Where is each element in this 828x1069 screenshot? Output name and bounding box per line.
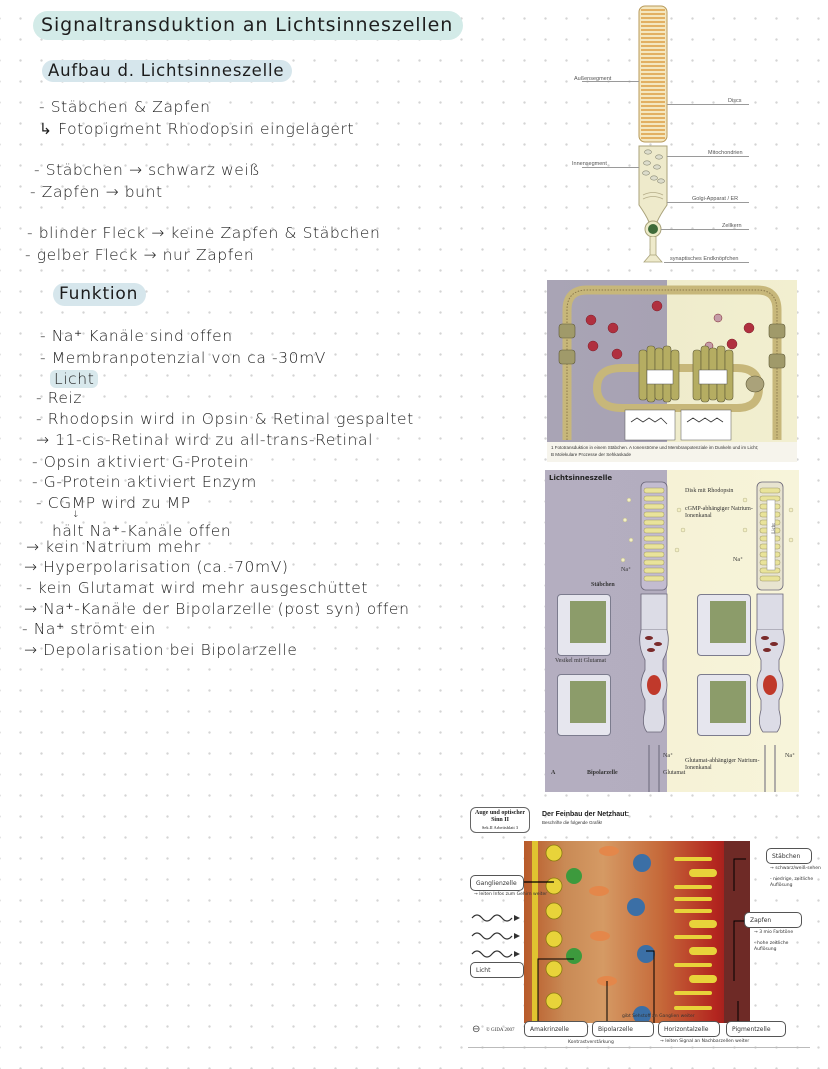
worksheet-subtitle: Beschrifte die folgende Grafik! xyxy=(542,820,603,825)
label-inner-segment: Innensegment xyxy=(572,161,607,167)
note-line: - Membranpotenzial von ca -30mV xyxy=(40,349,326,367)
label-ganglion-cell: Ganglienzelle xyxy=(470,875,524,891)
note-line: - gelber Fleck → nur Zapfen xyxy=(25,246,255,264)
leader-line xyxy=(582,167,639,168)
label-glutamate: Glutamat xyxy=(663,770,686,776)
label-mitochondria: Mitochondrien xyxy=(708,150,743,156)
copyright: © GIDA 2007 xyxy=(486,1028,515,1033)
note-line: → Na⁺-Kanäle der Bipolarzelle (post syn) offen xyxy=(24,600,410,618)
note-heading-licht: Licht xyxy=(50,370,98,388)
label-synapse: synaptisches Endknöpfchen xyxy=(670,256,739,262)
note-cones-1: → 3 mio Farbtöne xyxy=(754,930,794,935)
label-light: Licht xyxy=(470,962,524,978)
note-line: - kein Glutamat wird mehr ausgeschüttet xyxy=(26,579,369,597)
handwritten-label: Lichtsinneszelle xyxy=(549,474,613,482)
label-glu-channel: Glutamat-abhängiger Natrium-Ionenkanal xyxy=(685,758,760,771)
down-arrow: ↓ xyxy=(72,510,81,520)
label-golgi: Golgi-Apparat / ER xyxy=(692,196,739,202)
divider xyxy=(468,1047,810,1048)
note-bipolar: gibt Sehstoff an Ganglien weiter xyxy=(622,1014,695,1019)
label-channel: cGMP-abhängiger Natrium-Ionenkanal xyxy=(685,506,753,519)
label-panel-a: A xyxy=(551,770,556,776)
gida-logo-icon: ⊖ xyxy=(472,1024,481,1035)
note-line: - blinder Fleck → keine Zapfen & Stäbchen xyxy=(27,224,381,242)
note-line: - CGMP wird zu MP xyxy=(36,494,191,512)
note-line: - Na⁺ strömt ein xyxy=(22,620,156,638)
note-line: → Hyperpolarisation (ca.-70mV) xyxy=(24,558,289,576)
voltage-graph-light-rod xyxy=(697,594,751,656)
leader-line xyxy=(667,104,749,105)
note-line: - Stäbchen → schwarz weiß xyxy=(34,161,261,179)
label-na-bottom-right: Na⁺ xyxy=(785,753,796,759)
note-line: - Reiz xyxy=(36,389,83,407)
note-horizontal: → leiten Signal an Nachbarzellen weiter xyxy=(660,1039,750,1044)
leader-line xyxy=(664,262,749,263)
voltage-graph-dark-bipolar xyxy=(557,674,611,736)
light-wave-icon xyxy=(470,947,522,961)
note-line: hält Na⁺-Kanäle offen xyxy=(52,522,232,540)
note-cones-2: - hohe zeitliche Auflösung xyxy=(754,941,789,952)
label-disk: Disk mit Rhodopsin xyxy=(685,488,734,494)
note-line: - Na⁺ Kanäle sind offen xyxy=(40,327,233,345)
leader-line xyxy=(667,202,749,203)
leader-line xyxy=(661,229,749,230)
label-na-left: Na⁺ xyxy=(621,567,632,573)
note-rods-1: → schwarz/weiß-sehen xyxy=(770,866,821,871)
section-heading-funktion: Funktion xyxy=(53,283,146,306)
note-line: → kein Natrium mehr xyxy=(26,538,201,556)
note-line: - Opsin aktiviert G-Protein xyxy=(32,453,250,471)
note-line: ↳ Fotopigment Rhodopsin eingelagert xyxy=(39,120,355,138)
rod-cell-figure xyxy=(560,0,770,268)
retina-illustration xyxy=(524,841,750,1023)
note-line: → Depolarisation bei Bipolarzelle xyxy=(24,641,298,659)
light-wave-icon xyxy=(470,929,522,943)
label-discs: Discs xyxy=(728,98,742,104)
cascade-illustration xyxy=(547,280,797,442)
label-bipolar: Bipolarzelle xyxy=(587,770,618,776)
leader-line xyxy=(667,156,749,157)
note-amacrine: Kontrastverstärkung xyxy=(568,1040,614,1045)
label-na-right: Na⁺ xyxy=(733,557,744,563)
label-na-bottom-left: Na⁺ xyxy=(663,753,674,759)
label-amacrine: Amakrinzelle xyxy=(524,1021,588,1037)
label-horizontal: Horizontalzelle xyxy=(658,1021,720,1037)
label-cones: Zapfen xyxy=(744,912,802,928)
page-title: Signaltransduktion an Lichtsinneszellen xyxy=(33,11,463,40)
phototransduction-cascade-figure xyxy=(547,280,797,462)
rod-signal-transmission-figure xyxy=(545,470,799,792)
note-rods-2: - niedrige, zeitliche Auflösung xyxy=(770,877,814,888)
note-line: → 11-cis-Retinal wird zu all-trans-Retinal xyxy=(36,431,373,449)
note-line: - Stäbchen & Zapfen xyxy=(39,98,211,116)
label-rod: Stäbchen xyxy=(591,582,615,588)
label-pigment: Pigmentzelle xyxy=(726,1021,786,1037)
note-line: - G-Protein aktiviert Enzym xyxy=(32,473,257,491)
note-line: - Rhodopsin wird in Opsin & Retinal gespaltet xyxy=(36,410,414,428)
label-bipolar: Bipolarzelle xyxy=(592,1021,654,1037)
worksheet-header-box: Auge und optischer Sinn II Sek.II Arbeitsblatt 3 xyxy=(470,807,530,833)
label-rods: Stäbchen xyxy=(766,848,812,864)
retina-worksheet xyxy=(464,803,821,1053)
label-outer-segment: Außensegment xyxy=(574,76,612,82)
section-heading-aufbau: Aufbau d. Lichtsinneszelle xyxy=(42,60,292,82)
voltage-graph-dark-rod xyxy=(557,594,611,656)
label-vesicle: Vesikel mit Glutamat xyxy=(555,658,606,664)
light-wave-icon xyxy=(470,911,522,925)
figure-caption: 1 Fototransduktion in einem Stäbchen. A Ionenströme und Membranpotenziale im Dunkeln und im Licht; B Molekulare Prozesse der Sehkaskade xyxy=(547,442,797,462)
note-line: - Zapfen → bunt xyxy=(30,183,163,201)
worksheet-title: Der Feinbau der Netzhaut: xyxy=(542,811,630,818)
label-nucleus: Zellkern xyxy=(722,223,742,229)
voltage-graph-light-bipolar xyxy=(697,674,751,736)
note-ganglion: → leiten Infos zum Gehirn weiter xyxy=(474,892,548,897)
label-light: Licht xyxy=(771,523,777,534)
